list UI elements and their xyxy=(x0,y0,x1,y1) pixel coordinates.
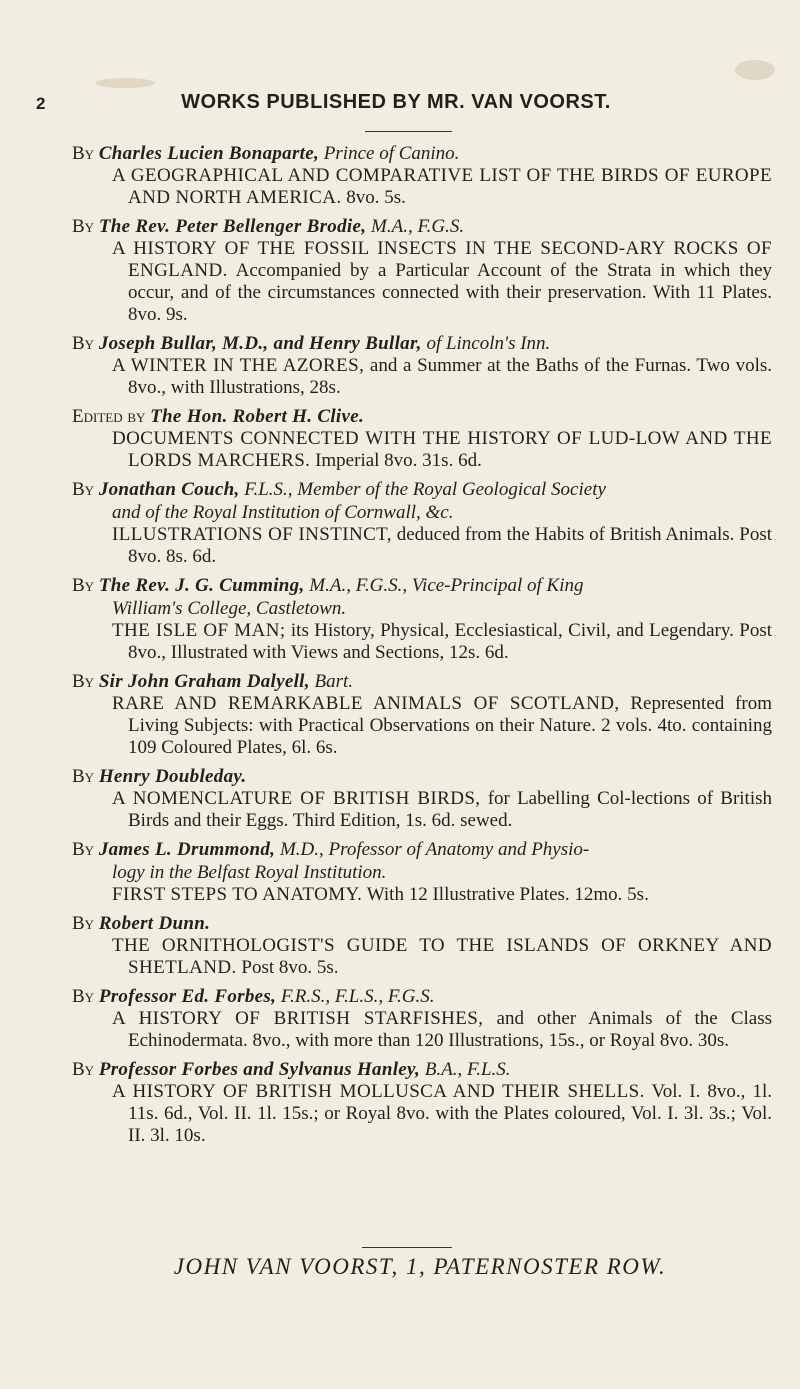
work-details: its History, Physical, Ecclesiastical, Civil, and Legendary. Post 8vo., Illustrated with Views and Sections, 12s. 6d. xyxy=(128,620,773,663)
catalogue-entry xyxy=(72,670,772,759)
author-qualifier: Bart. xyxy=(314,671,354,692)
catalogue-entry xyxy=(72,405,772,472)
author-line xyxy=(72,985,772,1008)
running-title: WORKS PUBLISHED BY MR. VAN VOORST. xyxy=(181,91,611,113)
work-title: THE ISLE OF MAN; xyxy=(112,620,286,641)
work-details: and other Animals of the Class Echinodermata. 8vo., with more than 120 Illustrations, 15s., or Royal 8vo. 30s. xyxy=(128,1008,772,1051)
author-name: The Rev. Peter Bellenger Brodie, xyxy=(98,216,367,237)
author-qualifier: of Lincoln's Inn. xyxy=(426,333,551,354)
work-description xyxy=(72,1008,772,1052)
catalogue-entry xyxy=(72,574,772,664)
work-title: A GEOGRAPHICAL AND COMPARATIVE LIST OF THE BIRDS OF EUROPE AND NORTH AMERICA. xyxy=(112,165,772,208)
author-line xyxy=(72,574,772,597)
by-prefix: By xyxy=(72,766,95,787)
author-name: The Hon. Robert H. Clive. xyxy=(150,406,365,427)
catalogue-entry xyxy=(72,142,772,209)
page-header xyxy=(36,91,756,121)
author-name: Jonathan Couch, xyxy=(98,479,240,500)
publisher-imprint: JOHN VAN VOORST, 1, PATERNOSTER ROW. xyxy=(173,1254,667,1279)
work-description xyxy=(72,355,772,399)
by-prefix: By xyxy=(72,671,95,692)
work-title: A HISTORY OF BRITISH MOLLUSCA AND THEIR SHELLS. xyxy=(112,1081,645,1102)
author-line xyxy=(72,478,772,501)
catalogue-entry xyxy=(72,215,772,326)
catalogue-entry xyxy=(72,332,772,399)
by-prefix: By xyxy=(72,1059,95,1080)
by-prefix: By xyxy=(72,839,95,860)
author-name: Robert Dunn. xyxy=(98,913,211,934)
work-details: With 12 Illustrative Plates. 12mo. 5s. xyxy=(366,884,649,905)
author-qualifier: Prince of Canino. xyxy=(323,143,460,164)
author-qualifier: M.D., Professor of Anatomy and Physio- xyxy=(279,839,590,860)
work-title: ILLUSTRATIONS OF INSTINCT, xyxy=(112,524,392,545)
foxing-stain xyxy=(95,78,155,88)
author-name: James L. Drummond, xyxy=(98,839,276,860)
by-prefix: By xyxy=(72,333,95,354)
catalogue-entry xyxy=(72,1058,772,1147)
header-rule xyxy=(365,131,452,132)
catalogue-entry xyxy=(72,912,772,979)
by-prefix: Edited by xyxy=(72,406,146,427)
work-description xyxy=(72,620,772,664)
author-name: Sir John Graham Dalyell, xyxy=(98,671,310,692)
work-description xyxy=(72,238,772,326)
work-details: Accompanied by a Particular Account of the Strata in which they occur, and of the circumstances connected with their preservation. With 11 Plates. 8vo. 9s. xyxy=(128,260,773,325)
author-name: Henry Doubleday. xyxy=(98,766,247,787)
author-line xyxy=(72,765,772,788)
work-title: RARE AND REMARKABLE ANIMALS OF SCOTLAND, xyxy=(112,693,620,714)
catalogue-entry xyxy=(72,985,772,1052)
work-description xyxy=(72,428,772,472)
work-description xyxy=(72,524,772,568)
footer-rule xyxy=(362,1247,452,1248)
work-description xyxy=(72,1081,772,1147)
author-qualifier: M.A., F.G.S., Vice-Principal of King xyxy=(309,575,584,596)
work-details: 8vo. 5s. xyxy=(346,187,406,208)
by-prefix: By xyxy=(72,575,95,596)
work-title: A HISTORY OF THE FOSSIL INSECTS IN THE SECOND-ARY ROCKS OF ENGLAND. xyxy=(112,238,772,281)
work-title: A NOMENCLATURE OF BRITISH BIRDS, xyxy=(112,788,481,809)
author-qualifier: F.R.S., F.L.S., F.G.S. xyxy=(280,986,435,1007)
catalogue-entry xyxy=(72,838,772,906)
author-line xyxy=(72,405,772,428)
work-details: deduced from the Habits of British Animals. Post 8vo. 8s. 6d. xyxy=(128,524,773,567)
work-description xyxy=(72,788,772,832)
author-qualifier: B.A., F.L.S. xyxy=(424,1059,511,1080)
author-line xyxy=(72,142,772,165)
author-line xyxy=(72,215,772,238)
work-title: DOCUMENTS CONNECTED WITH THE HISTORY OF LUD-LOW AND THE LORDS MARCHERS. xyxy=(112,428,772,471)
work-details: Post 8vo. 5s. xyxy=(241,957,339,978)
work-title: THE ORNITHOLOGIST'S GUIDE TO THE ISLANDS OF ORKNEY AND SHETLAND. xyxy=(112,935,772,978)
work-title: A WINTER IN THE AZORES, xyxy=(112,355,365,376)
author-qualifier-continued: logy in the Belfast Royal Institution. xyxy=(112,862,387,883)
author-line xyxy=(72,670,772,693)
by-prefix: By xyxy=(72,913,95,934)
author-name: Joseph Bullar, M.D., and Henry Bullar, xyxy=(98,333,422,354)
author-qualifier: M.A., F.G.S. xyxy=(371,216,465,237)
author-qualifier: F.L.S., Member of the Royal Geological Society xyxy=(244,479,606,500)
work-title: A HISTORY OF BRITISH STARFISHES, xyxy=(112,1008,484,1029)
author-name: Professor Forbes and Sylvanus Hanley, xyxy=(98,1059,421,1080)
work-description xyxy=(72,884,772,906)
author-line xyxy=(72,332,772,355)
work-details: Vol. I. 8vo., 1l. 11s. 6d., Vol. II. 1l. 15s.; or Royal 8vo. with the Plates coloured, Vol. I. 3l. 3s.; Vol. II. 3l. 10s. xyxy=(128,1081,772,1146)
author-name: Charles Lucien Bonaparte, xyxy=(98,143,320,164)
catalogue-entries xyxy=(72,142,772,1153)
work-details: and a Summer at the Baths of the Furnas. Two vols. 8vo., with Illustrations, 28s. xyxy=(128,355,772,398)
foxing-stain xyxy=(735,60,775,80)
author-line xyxy=(72,912,772,935)
work-details: Imperial 8vo. 31s. 6d. xyxy=(315,450,482,471)
work-title: FIRST STEPS TO ANATOMY. xyxy=(112,884,363,905)
catalogue-entry xyxy=(72,765,772,832)
author-qualifier-continued: and of the Royal Institution of Cornwall, &c. xyxy=(112,502,454,523)
work-details: Represented from Living Subjects: with Practical Observations on their Nature. 2 vols. 4to. containing 109 Coloured Plates, 6l. 6s. xyxy=(128,693,772,758)
work-description xyxy=(72,693,772,759)
author-line xyxy=(72,1058,772,1081)
page-number: 2 xyxy=(36,94,46,113)
author-name: The Rev. J. G. Cumming, xyxy=(98,575,305,596)
work-description xyxy=(72,935,772,979)
author-line xyxy=(72,838,772,861)
by-prefix: By xyxy=(72,479,95,500)
work-description xyxy=(72,165,772,209)
by-prefix: By xyxy=(72,986,95,1007)
catalogue-entry xyxy=(72,478,772,568)
by-prefix: By xyxy=(72,216,95,237)
by-prefix: By xyxy=(72,143,95,164)
work-details: for Labelling Col-lections of British Birds and their Eggs. Third Edition, 1s. 6d. sewed. xyxy=(128,788,773,831)
author-name: Professor Ed. Forbes, xyxy=(98,986,277,1007)
author-qualifier-continued: William's College, Castletown. xyxy=(112,598,347,619)
